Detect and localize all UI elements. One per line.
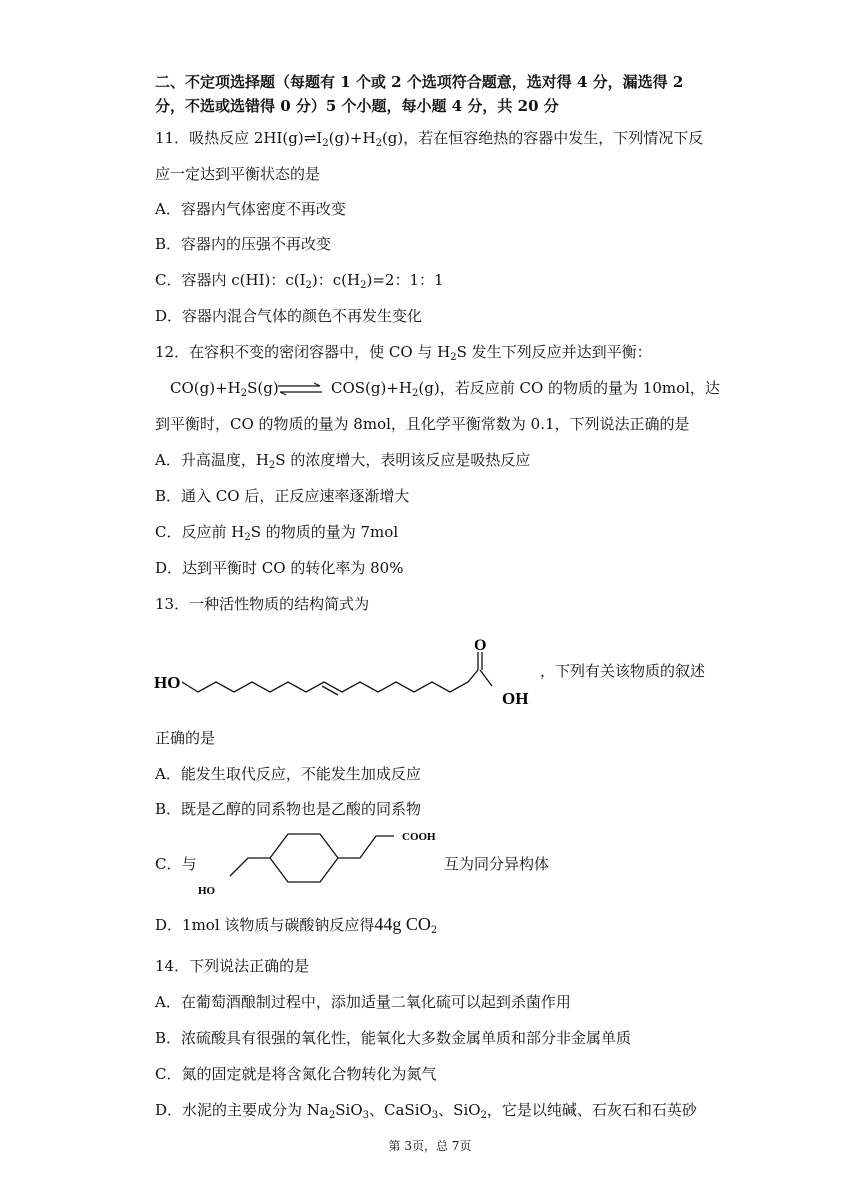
q11-option-b: B．容器内的压强不再改变 xyxy=(155,235,332,253)
side-chain-right xyxy=(338,836,394,858)
q12-option-d: D．达到平衡时 CO 的转化率为 80% xyxy=(155,559,404,577)
q11-option-c: C．容器内 c(HI)：$c(I_2)$：$c(H_2)=2$：1：1 xyxy=(155,271,444,291)
q13-option-d: D．1mol 该物质与碳酸钠反应得44g $CO_2$ xyxy=(155,914,438,936)
section-heading-line2: 分，不选或选错得 0 分）5 个小题，每小题 4 分，共 20 分 xyxy=(155,97,559,115)
q13-stem-line3: 正确的是 xyxy=(155,729,216,747)
q14-option-a: A．在葡萄酒酿制过程中，添加适量二氧化硫可以起到杀菌作用 xyxy=(155,993,571,1011)
q12-option-b: B．通入 CO 后，正反应速率逐渐增大 xyxy=(155,487,410,505)
carbon-chain-bond xyxy=(182,670,478,692)
q12-stem-line3: 到平衡时，CO 的物质的量为 8mol，且化学平衡常数为 0.1，下列说法正确的是 xyxy=(155,415,690,433)
q14-option-d: D．水泥的主要成分为 $Na_2SiO_3$、CaSiO$_3$、SiO$_2$，它是以纯碱、石灰石和石英砂 xyxy=(155,1101,697,1121)
ho-label: HO xyxy=(198,885,216,897)
section-heading-line1: 二、不定项选择题（每题有 1 个或 2 个选项符合题意，选对得 4 分，漏选得 2 xyxy=(155,73,684,91)
q12-equation-left: $CO(g)+H_2S(g)$ xyxy=(170,379,279,399)
q13-structure-diagram xyxy=(152,630,542,710)
q11-stem-line1: 11．吸热反应 $2HI(g)\rightleftharpoons I_2(g)+H_2(g)$，若在恒容绝热的容器中发生，下列情况下反 xyxy=(155,129,704,149)
struct-o-label: O xyxy=(474,637,487,654)
q14-option-c: C．氮的固定就是将含氮化合物转化为氮气 xyxy=(155,1065,437,1083)
q13-option-b: B．既是乙醇的同系物也是乙酸的同系物 xyxy=(155,800,422,818)
double-bond-line xyxy=(322,686,338,695)
q11-option-a: A．容器内气体密度不再改变 xyxy=(155,200,346,218)
q12-equation-right: $COS(g)+H_2(g)$，若反应前 CO 的物质的量为 10mol，达 xyxy=(331,379,720,399)
q13-option-c-prefix: C．与 xyxy=(155,855,197,873)
struct-ho-label: HO xyxy=(154,673,181,692)
cyclohexane-ring xyxy=(270,834,338,882)
q14-stem: 14．下列说法正确的是 xyxy=(155,957,310,975)
q13-option-a: A．能发生取代反应，不能发生加成反应 xyxy=(155,765,421,783)
hydroxyl-bond xyxy=(480,670,492,686)
q13-stem-line2: ，下列有关该物质的叙述 xyxy=(540,662,706,680)
q14-option-b: B．浓硫酸具有很强的氧化性，能氧化大多数金属单质和部分非金属单质 xyxy=(155,1029,632,1047)
q13-option-c-structure xyxy=(190,822,450,902)
cooh-label: COOH xyxy=(402,831,436,843)
q11-stem-line2: 应一定达到平衡状态的是 xyxy=(155,165,321,183)
q12-stem-line1: 12．在容积不变的密闭容器中，使 CO 与 $H_2S$ 发生下列反应并达到平衡： xyxy=(155,343,652,363)
equilibrium-arrow-icon xyxy=(276,382,326,396)
q12-option-c: C．反应前 $H_2S$ 的物质的量为 7mol xyxy=(155,523,399,543)
q11-option-d: D．容器内混合气体的颜色不再发生变化 xyxy=(155,307,423,325)
q13-option-c-suffix: 互为同分异构体 xyxy=(444,855,550,873)
side-chain-left xyxy=(230,858,270,876)
q12-option-a: A．升高温度，$H_2S$ 的浓度增大，表明该反应是吸热反应 xyxy=(155,451,531,471)
q13-stem-line1: 13．一种活性物质的结构简式为 xyxy=(155,595,370,613)
struct-oh-label: OH xyxy=(502,689,529,708)
page-footer: 第 3页，总 7页 xyxy=(388,1139,472,1153)
